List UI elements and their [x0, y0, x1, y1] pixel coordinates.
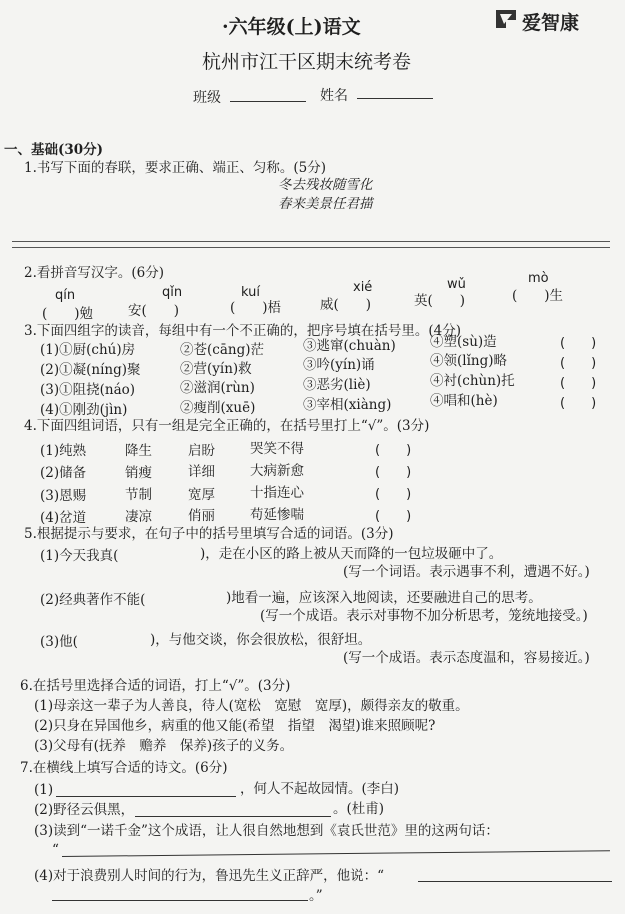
q1-prompt: 1.书写下面的春联，要求正确、端正、匀称。(5分) [24, 160, 327, 176]
q3-option: (4)①刚劲(jìn) [40, 402, 128, 418]
q3-answer-box[interactable]: ( ) [560, 396, 597, 411]
q2-item[interactable]: ( )生 [512, 288, 564, 304]
q3-option: ④塑(sù)造 [430, 334, 497, 350]
q4-word: (3)恩赐 [40, 488, 87, 504]
q3-answer-box[interactable]: ( ) [560, 356, 597, 371]
q5-hint-2: (写一个成语。表示对事物不加分析思考，笼统地接受。) [260, 608, 588, 624]
q5-sentence-2a: (2)经典著作不能( [40, 592, 146, 608]
q7-line2a: (2)野径云俱黑， [34, 802, 135, 818]
q6-prompt: 6.在括号里选择合适的词语，打上“√”。(3分) [20, 678, 291, 694]
q7-answer-blank[interactable] [56, 796, 236, 797]
q3-option: (1)①厨(chú)房 [40, 342, 136, 358]
q2-item[interactable]: 威( ) [320, 297, 372, 313]
pinyin-label: kuí [241, 285, 260, 300]
q4-word: 详细 [188, 464, 215, 480]
q7-line4: (4)对于浪费别人时间的行为，鲁迅先生义正辞严，他说：“ [34, 868, 385, 884]
pinyin-label: xié [353, 280, 373, 295]
pinyin-label: qín [55, 288, 76, 303]
q5-sentence-1b: )，走在小区的路上被从天而降的一包垃圾砸中了。 [200, 546, 503, 562]
grade-title: ·六年级(上)语文 [222, 16, 361, 38]
q7-answer-blank[interactable] [135, 816, 331, 817]
q4-word: (4)岔道 [40, 510, 87, 526]
q4-word: 哭笑不得 [250, 441, 304, 457]
q5-sentence-2b: )地看一遍，应该深入地阅读，还要融进自己的思考。 [226, 590, 542, 606]
q4-word: 俏丽 [188, 508, 215, 524]
q2-prompt: 2.看拼音写汉字。(6分) [24, 265, 165, 281]
q1-writing-line[interactable] [12, 247, 610, 248]
q3-option: ②营(yín)救 [180, 361, 252, 377]
q3-option: ②苍(cāng)茫 [180, 342, 264, 358]
q3-option: ③逃窜(chuàn) [303, 338, 396, 354]
q3-option: ②滋润(rùn) [180, 380, 255, 396]
q2-item[interactable]: ( )勉 [42, 306, 94, 322]
q3-option: ③恶劣(liè) [303, 377, 371, 393]
q3-option: ③宰相(xiàng) [303, 397, 392, 413]
name-label: 姓名 [320, 88, 348, 104]
q4-answer-box[interactable]: ( ) [375, 487, 412, 502]
q3-option: ②瘦削(xuē) [180, 400, 256, 416]
q4-word: 启盼 [188, 443, 215, 459]
exam-title: 杭州市江干区期末统考卷 [202, 51, 412, 73]
q7-line1b: ，何人不起故园情。(李白) [240, 781, 400, 797]
q3-option: ④唱和(hè) [430, 393, 498, 409]
q5-sentence-1a: (1)今天我真( [40, 548, 119, 564]
q5-sentence-3b: )，与他交谈，你会很放松，很舒坦。 [150, 632, 372, 648]
q6-line: (2)只身在异国他乡，病重的他又能(希望 指望 渴望)谁来照顾呢? [34, 718, 436, 734]
q3-answer-box[interactable]: ( ) [560, 336, 597, 351]
brand-logo-text: 爱智康 [522, 12, 580, 34]
q3-option: (3)①阻挠(náo) [40, 382, 136, 398]
q2-item[interactable]: 英( ) [414, 293, 466, 309]
q7-answer-blank[interactable] [52, 900, 308, 901]
q4-word: 大病新愈 [250, 463, 304, 479]
q2-item[interactable]: 安( ) [128, 303, 180, 319]
q7-answer-blank[interactable] [418, 881, 612, 882]
q7-open-quote: “ [52, 842, 59, 858]
q4-word: 宽厚 [188, 487, 215, 503]
q3-prompt: 3.下面四组字的读音，每组中有一个不正确的，把序号填在括号里。(4分) [24, 323, 462, 339]
class-blank[interactable] [230, 101, 306, 102]
q3-option: (2)①凝(níng)聚 [40, 362, 141, 378]
pinyin-label: mò [528, 271, 549, 286]
q4-answer-box[interactable]: ( ) [375, 509, 412, 524]
q3-option: ④衬(chùn)托 [430, 373, 515, 389]
pinyin-label: wǔ [447, 277, 466, 292]
q5-hint-1: (写一个词语。表示遇事不利，遭遇不好。) [343, 564, 590, 580]
q7-answer-blank[interactable] [62, 850, 610, 857]
q6-line: (1)母亲这一辈子为人善良，待人(宽松 宽慰 宽厚)，颇得亲友的敬重。 [34, 698, 469, 714]
q1-writing-line[interactable] [12, 241, 610, 242]
q4-word: 苟延惨喘 [250, 507, 304, 523]
q4-answer-box[interactable]: ( ) [375, 443, 412, 458]
q4-prompt: 4.下面四组词语，只有一组是完全正确的，在括号里打上“√”。(3分) [24, 418, 430, 434]
class-label: 班级 [193, 90, 221, 106]
q4-word: 凄凉 [125, 509, 152, 525]
q7-line2b: 。(杜甫) [333, 801, 385, 817]
q4-word: 降生 [125, 443, 152, 459]
q3-option: ④领(lǐng)略 [430, 353, 508, 369]
q5-hint-3: (写一个成语。表示态度温和，容易接近。) [343, 650, 590, 666]
q7-line3: (3)读到“一诺千金”这个成语，让人很自然地想到《袁氏世范》里的这两句话： [34, 823, 499, 839]
q2-item[interactable]: ( )梧 [230, 300, 282, 316]
q4-word: 节制 [125, 487, 152, 503]
q6-line: (3)父母有(抚养 赡养 保养)孩子的义务。 [34, 738, 294, 754]
name-blank[interactable] [357, 98, 433, 99]
q5-prompt: 5.根据提示与要求，在句子中的括号里填写合适的词语。(3分) [24, 526, 394, 542]
q4-word: (2)储备 [40, 465, 87, 481]
q3-option: ③吟(yín)诵 [303, 357, 375, 373]
section-heading: 一、基础(30分) [4, 142, 104, 158]
q4-word: 十指连心 [250, 485, 304, 501]
brand-logo-icon [494, 8, 518, 30]
q4-word: (1)纯熟 [40, 443, 87, 459]
q4-answer-box[interactable]: ( ) [375, 465, 412, 480]
q7-close-quote: 。” [309, 888, 323, 904]
q5-sentence-3a: (3)他( [40, 634, 78, 650]
pinyin-label: qǐn [162, 285, 183, 300]
q3-answer-box[interactable]: ( ) [560, 376, 597, 391]
q7-line1a: (1) [34, 782, 54, 798]
q4-word: 销瘦 [125, 465, 152, 481]
couplet-line-1: 冬去残妆随雪化 [278, 177, 373, 193]
couplet-line-2: 春来美景任君描 [278, 196, 373, 212]
q7-prompt: 7.在横线上填写合适的诗文。(6分) [20, 760, 228, 776]
